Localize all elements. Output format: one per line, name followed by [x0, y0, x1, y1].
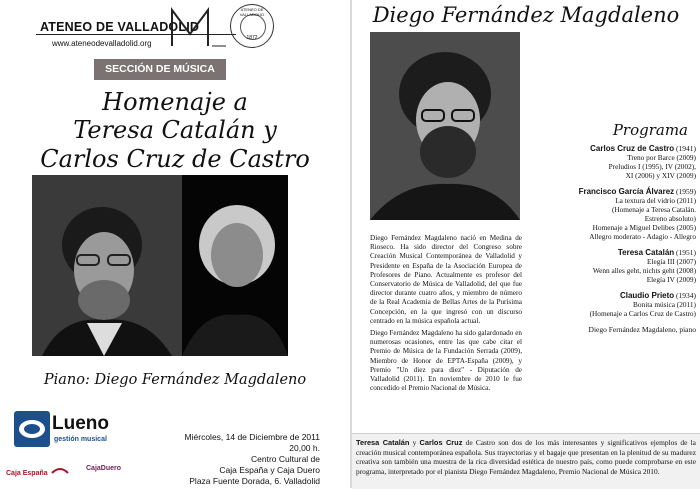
work-title: Preludios I (1995), IV (2002),: [608, 162, 696, 171]
ateneo-seal-icon: [230, 4, 274, 48]
ateneo-m-logo-icon: [168, 6, 228, 48]
caja-espana-name: Caja España: [6, 470, 48, 477]
portrait-man-illustration: [32, 175, 182, 356]
photo-composer-woman: [182, 175, 288, 356]
event-address: Plaza Fuente Dorada, 6. Valladolid: [189, 476, 320, 486]
composer-years: (1959): [676, 187, 696, 196]
title-line-1: Homenaje a: [102, 88, 248, 116]
composer-name: Francisco García Álvarez: [578, 187, 675, 196]
bio-paragraph: Diego Fernández Magdaleno ha sido galardonado en numerosas ocasiones, entre las que cabe citar el Premio de Música de la Fundación Serrada (2009), Miembro de Honor de EPTA-España (2009), y Premio "Un diez para diez" - Diputación de Valladolid (2011). En noviembre de 2010 le fue concedido el Premio Nacional de Música.: [370, 329, 522, 393]
event-venue-1: Centro Cultural de: [251, 454, 320, 464]
bottom-note: [356, 438, 696, 476]
programa-title: Programa: [612, 121, 688, 139]
performer-header: Diego Fernández Magdaleno: [372, 3, 680, 27]
composer-years: (1951): [676, 248, 696, 257]
seal-text: ATENEO DE VALLADOLID: [239, 7, 265, 17]
performer-credit: Diego Fernández Magdaleno, piano: [588, 325, 696, 334]
event-date: Miércoles, 14 de Diciembre de 2011: [184, 432, 320, 442]
work-title: Homenaje a Miguel Delibes (2005): [592, 223, 696, 232]
photo-composer-man: [32, 175, 182, 356]
bottom-note-text: de Castro son dos de los más interesantes y significativos ejemplos de la creación musical contemporánea española. Sus trayectorias y el bagaje que presentan en la plenitud de su madurez creativa son también una muestra de la rica diversidad estética de nuestro país, como puede comprobarse en este programa, interpretado por el pianista Diego Fernández Magdaleno, Premio Nacional de Música 2010.: [356, 438, 696, 476]
bottom-name-1: Teresa Catalán: [356, 438, 410, 447]
lueno-mark-icon: [14, 411, 50, 447]
front-cover-panel: [0, 0, 350, 488]
composer-years: (1941): [676, 144, 696, 153]
title-line-2: Teresa Catalán y: [73, 116, 277, 144]
photo-pianist: [370, 32, 520, 220]
event-time: 20,00 h.: [289, 443, 320, 453]
portrait-woman-illustration: [182, 175, 288, 356]
work-title: (Homenaje a Teresa Catalán.: [611, 205, 696, 214]
lueno-name: Lueno: [52, 413, 109, 434]
lueno-subtitle: gestión musical: [54, 436, 107, 443]
work-title: Allegro moderato - Adagio - Allegro: [589, 232, 696, 241]
portrait-pianist-illustration: [370, 32, 520, 220]
work-title: Bonita música (2011): [633, 300, 696, 309]
composer-name: Claudio Prieto: [619, 291, 675, 300]
work-title: Estreno absoluto): [644, 214, 696, 223]
work-title: (Homenaje a Carlos Cruz de Castro): [589, 309, 696, 318]
program-entry: [526, 144, 696, 180]
pianist-biography: [370, 234, 522, 396]
composer-name: Teresa Catalán: [617, 248, 675, 257]
inside-panel: [352, 0, 700, 488]
bottom-and: y: [412, 438, 417, 447]
event-venue-2: Caja España y Caja Duero: [219, 465, 320, 475]
program-entry: [526, 291, 696, 318]
seal-year: 1872: [246, 35, 258, 41]
program-entry: [526, 187, 696, 241]
composer-years: (1934): [676, 291, 696, 300]
work-title: Elegía IV (2009): [646, 275, 696, 284]
org-url[interactable]: www.ateneodevalladolid.org: [52, 39, 152, 48]
caja-espana-logo: [6, 465, 70, 477]
composer-name: Carlos Cruz de Castro: [590, 144, 675, 153]
caja-duero-logo: [86, 465, 121, 472]
piano-performer-line: Piano: Diego Fernández Magdaleno: [43, 372, 307, 388]
section-badge: SECCIÓN DE MÚSICA: [94, 59, 226, 80]
bottom-name-2: Carlos Cruz: [419, 438, 463, 447]
work-title: Wenn alles geht, nichts geht (2008): [592, 266, 696, 275]
work-title: Elegía III (2007): [646, 257, 696, 266]
work-title: Treno por Barce (2009): [627, 153, 696, 162]
org-name: ATENEO DE VALLADOLID: [40, 20, 200, 34]
program-entry: [526, 248, 696, 284]
work-title: XI (2006) y XIV (2009): [625, 171, 696, 180]
caja-espana-mark-icon: [50, 465, 70, 475]
caja-duero-name: CajaDuero: [86, 465, 122, 472]
work-title: La textura del vidrio (2011): [615, 196, 696, 205]
lueno-logo: [14, 413, 124, 453]
title-line-3: Carlos Cruz de Castro: [40, 145, 310, 173]
bio-paragraph: Diego Fernández Magdaleno nació en Medina de Rioseco. Ha sido director del Congreso sobre Creación Musical Contemporánea de Valladolid y Presidente en España de la Asociación Europea de Profesores de Piano. Actualmente es profesor del Conservatorio de Música de Valladolid, del que fue director durante cuatro años, y miembro de número de la Real Academia de Bellas Artes de la Purísima Concepción, en la que ingresó con un discurso centrado en la música española actual.: [370, 234, 522, 325]
event-details: [150, 432, 320, 487]
